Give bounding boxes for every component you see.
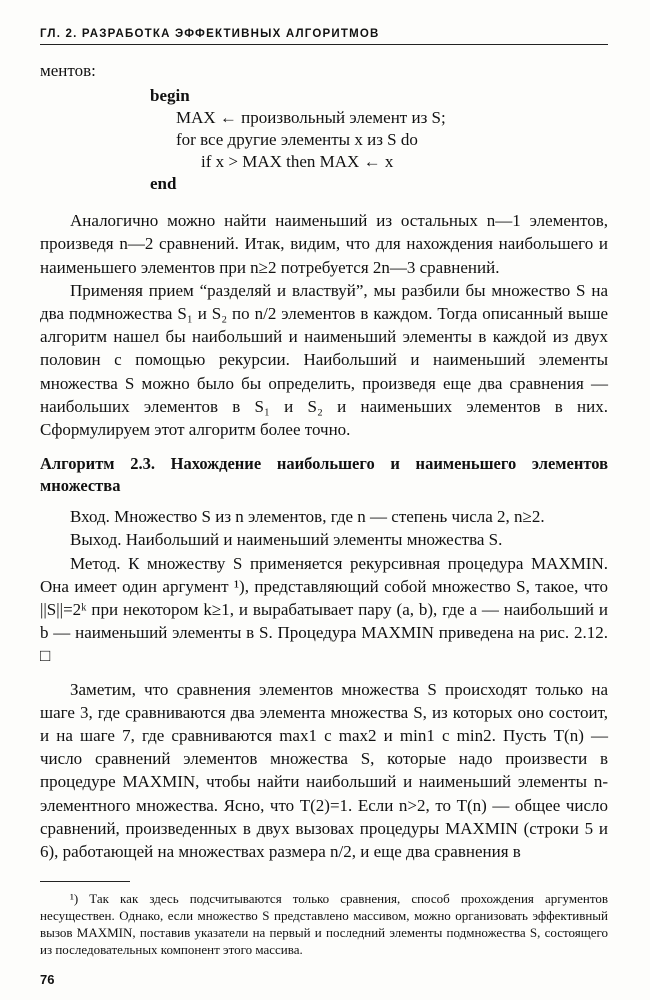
paragraph-2: Применяя прием “разделяй и властвуй”, мы разбили бы множество S на два подмножества S₁ и S₂ по n/2 элементов в каждом. Тогда описанный выше алгоритм нашел бы наибольший и наименьший элементы в каждой из двух половин с помощью рекурсии. Наибольший и наименьший элементы множества S можно было бы определить, произведя еще два сравнения — наибольших элементов в S₁ и S₂ и наименьших элементов в них. Сформулируем этот алгоритм более точно. (40, 280, 608, 440)
algorithm-output: Выход. Наибольший и наименьший элементы множества S. (70, 530, 503, 550)
running-header: ГЛ. 2. РАЗРАБОТКА ЭФФЕКТИВНЫХ АЛГОРИТМОВ (40, 28, 608, 45)
algorithm-input: Вход. Множество S из n элементов, где n — степень числа 2, n≥2. (70, 507, 545, 527)
paragraph-1: Аналогично можно найти наименьший из остальных n—1 элементов, произведя n—2 сравнений. Итак, видим, что для нахождения наибольшего и наименьшего элементов при n≥2 потребуется 2n—3 сравнений. (40, 211, 608, 277)
page-number: 76 (40, 972, 55, 988)
algorithm-method: Метод. К множеству S применяется рекурсивная процедура MAXMIN. Она имеет один аргумент ¹), представляющий собой множество S, такое, что ||S||=2ᵏ при некотором k≥1, и вырабатывает пару (a, b), где a — наибольший и b — наименьший элементы в S. Процедура MAXMIN приведена на рис. 2.12. □ (40, 553, 608, 666)
code-line-3: if x > MAX then MAX ← x (201, 152, 394, 172)
algorithm-title: Алгоритм 2.3. Нахождение наибольшего и наименьшего элементов множества (40, 454, 608, 496)
paragraph-3: Заметим, что сравнения элементов множества S происходят только на шаге 3, где сравниваются два элемента множества S, из которых оно состоит, и на шаге 7, где сравниваются max1 с max2 и min1 с min2. Пусть T(n) — число сравнений элементов множества S, которые надо произвести в процедуре MAXMIN, чтобы найти наибольший и наименьший элементы n-элементного множества. Ясно, что T(2)=1. Если n>2, то T(n) — общее число сравнений, произведенных в двух вызовах процедуры MAXMIN (строки 5 и 6), работающей на множествах размера n/2, и еще два сравнения в (40, 679, 608, 862)
book-page (40, 28, 608, 987)
intro-fragment: ментов: (40, 61, 96, 80)
code-block (40, 85, 608, 195)
code-begin: begin (150, 86, 190, 106)
footnote: ¹) Так как здесь подсчитываются только сравнения, способ прохождения аргументов несуществен. Однако, если множество S представлено массивом, можно организовать эффективный вызов MAXMIN, поставив указатели на первый и последний элементы подмножества S, состоящего из последовательных компонент этого массива. (40, 891, 608, 958)
code-line-2: for все другие элементы x из S do (176, 130, 418, 150)
code-line-1: MAX ← произвольный элемент из S; (176, 108, 446, 128)
footnote-divider (40, 881, 130, 882)
code-end: end (150, 174, 177, 194)
